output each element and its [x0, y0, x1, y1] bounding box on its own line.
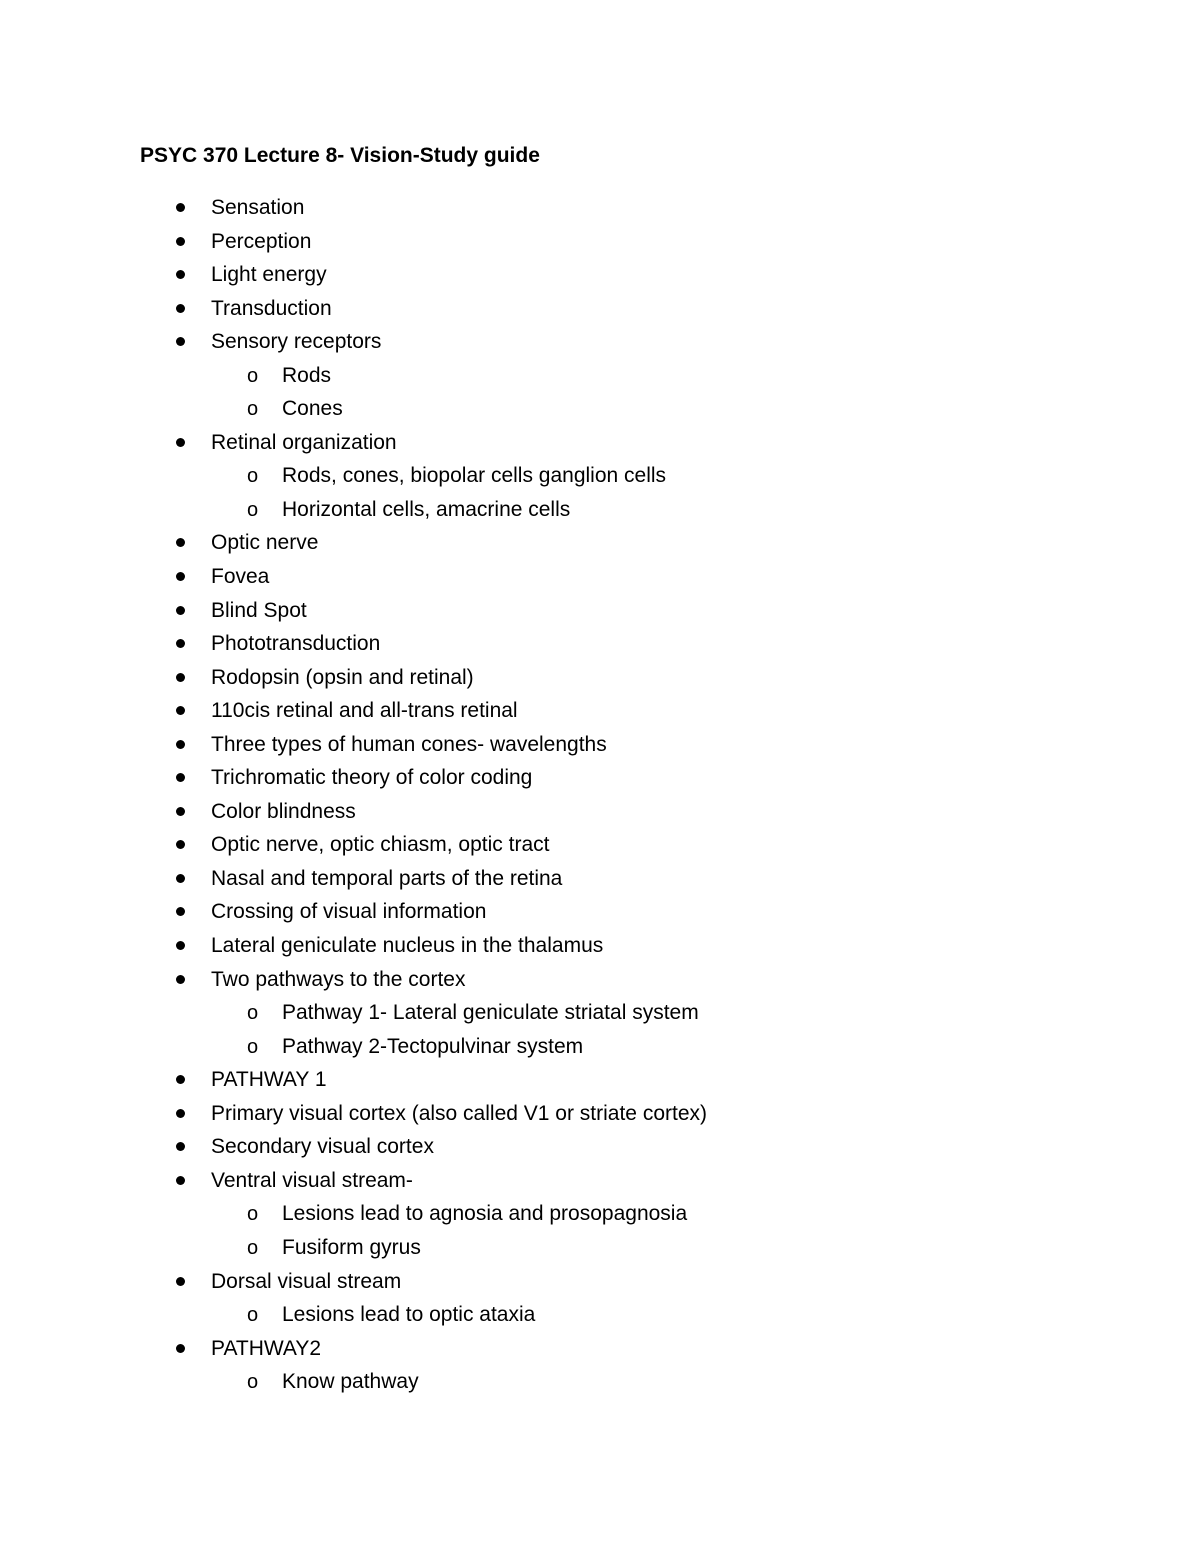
bullet-icon: [176, 763, 186, 793]
sub-list-item: [0, 361, 1200, 395]
list-item: [0, 1267, 1200, 1301]
circle-bullet-icon: o: [247, 465, 259, 488]
bullet-icon: [176, 1132, 186, 1162]
list-item: [0, 1334, 1200, 1368]
list-item-text: Light energy: [211, 263, 327, 287]
circle-bullet-icon: o: [247, 1002, 259, 1025]
bullet-icon: [176, 965, 186, 995]
list-item: [0, 763, 1200, 797]
bullet-icon: [176, 797, 186, 827]
list-item: [0, 227, 1200, 261]
bullet-icon: [176, 428, 186, 458]
list-item: [0, 428, 1200, 462]
list-item-text: Cones: [282, 397, 343, 421]
list-item-text: Fovea: [211, 565, 270, 589]
list-item: [0, 797, 1200, 831]
bullet-icon: [176, 227, 186, 257]
study-guide-list: [0, 193, 1200, 1401]
list-item-text: 110cis retinal and all-trans retinal: [211, 699, 518, 723]
list-item: [0, 830, 1200, 864]
circle-bullet-icon: o: [247, 1035, 259, 1058]
bullet-icon: [176, 730, 186, 760]
list-item-text: Three types of human cones- wavelengths: [211, 732, 607, 756]
list-item: [0, 1065, 1200, 1099]
list-item: [0, 562, 1200, 596]
list-item: [0, 193, 1200, 227]
bullet-icon: [176, 830, 186, 860]
bullet-icon: [176, 596, 186, 626]
list-item: [0, 294, 1200, 328]
circle-bullet-icon: o: [247, 1304, 259, 1327]
circle-bullet-icon: o: [247, 498, 259, 521]
list-item-text: Optic nerve: [211, 531, 319, 555]
list-item-text: Optic nerve, optic chiasm, optic tract: [211, 833, 550, 857]
list-item-text: Dorsal visual stream: [211, 1269, 402, 1293]
list-item-text: Sensation: [211, 196, 305, 219]
list-item: [0, 327, 1200, 361]
sub-list-item: [0, 998, 1200, 1032]
bullet-icon: [176, 897, 186, 927]
list-item: [0, 596, 1200, 630]
bullet-icon: [176, 327, 186, 357]
bullet-icon: [176, 931, 186, 961]
list-item-text: Horizontal cells, amacrine cells: [282, 497, 571, 521]
list-item-text: Primary visual cortex (also called V1 or striate cortex): [211, 1101, 707, 1125]
list-item: [0, 965, 1200, 999]
list-item: [0, 629, 1200, 663]
list-item-text: Secondary visual cortex: [211, 1135, 434, 1159]
list-item: [0, 931, 1200, 965]
list-item-text: Pathway 1- Lateral geniculate striatal system: [282, 1001, 699, 1025]
list-item-text: Sensory receptors: [211, 330, 382, 354]
bullet-icon: [176, 1267, 186, 1297]
list-item-text: Phototransduction: [211, 632, 381, 656]
list-item: [0, 663, 1200, 697]
list-item-text: Trichromatic theory of color coding: [211, 766, 533, 790]
bullet-icon: [176, 629, 186, 659]
sub-list-item: [0, 461, 1200, 495]
circle-bullet-icon: o: [247, 1203, 259, 1226]
bullet-icon: [176, 294, 186, 324]
circle-bullet-icon: o: [247, 1236, 259, 1259]
list-item: [0, 1099, 1200, 1133]
list-item-text: Retinal organization: [211, 430, 397, 454]
list-item-text: Rodopsin (opsin and retinal): [211, 665, 474, 689]
list-item-text: Transduction: [211, 296, 332, 320]
list-item-text: Rods: [282, 363, 332, 387]
sub-list-item: [0, 1233, 1200, 1267]
list-item-text: Lesions lead to optic ataxia: [282, 1303, 536, 1327]
sub-list-item: [0, 1199, 1200, 1233]
circle-bullet-icon: o: [247, 398, 259, 421]
bullet-icon: [176, 562, 186, 592]
bullet-icon: [176, 1065, 186, 1095]
bullet-icon: [176, 1099, 186, 1129]
page-title: PSYC 370 Lecture 8- Vision-Study guide: [140, 144, 540, 167]
list-item: [0, 864, 1200, 898]
list-item: [0, 1132, 1200, 1166]
sub-list-item: [0, 394, 1200, 428]
list-item-text: Two pathways to the cortex: [211, 967, 466, 991]
bullet-icon: [176, 696, 186, 726]
sub-list-item: [0, 1367, 1200, 1401]
list-item-text: Fusiform gyrus: [282, 1235, 421, 1259]
bullet-icon: [176, 260, 186, 290]
sub-list-item: [0, 495, 1200, 529]
list-item-text: PATHWAY2: [211, 1336, 322, 1360]
list-item-text: Nasal and temporal parts of the retina: [211, 866, 563, 890]
bullet-icon: [176, 1166, 186, 1196]
bullet-icon: [176, 864, 186, 894]
bullet-icon: [176, 193, 186, 223]
bullet-icon: [176, 663, 186, 693]
sub-list-item: [0, 1032, 1200, 1066]
list-item-text: Lesions lead to agnosia and prosopagnosia: [282, 1202, 688, 1226]
list-item-text: PATHWAY 1: [211, 1068, 327, 1092]
list-item: [0, 730, 1200, 764]
list-item-text: Rods, cones, biopolar cells ganglion cells: [282, 464, 667, 488]
bullet-icon: [176, 1334, 186, 1364]
list-item-text: Pathway 2-Tectopulvinar system: [282, 1034, 584, 1058]
circle-bullet-icon: o: [247, 1371, 259, 1394]
list-item-text: Know pathway: [282, 1370, 419, 1394]
sub-list-item: [0, 1300, 1200, 1334]
list-item: [0, 897, 1200, 931]
list-item: [0, 260, 1200, 294]
list-item-text: Ventral visual stream-: [211, 1168, 413, 1192]
bullet-icon: [176, 528, 186, 558]
circle-bullet-icon: o: [247, 364, 259, 387]
list-item-text: Color blindness: [211, 799, 356, 823]
list-item: [0, 696, 1200, 730]
list-item-text: Perception: [211, 229, 312, 253]
list-item-text: Lateral geniculate nucleus in the thalamus: [211, 934, 604, 958]
list-item: [0, 528, 1200, 562]
list-item: [0, 1166, 1200, 1200]
list-item-text: Crossing of visual information: [211, 900, 487, 924]
list-item-text: Blind Spot: [211, 598, 307, 622]
